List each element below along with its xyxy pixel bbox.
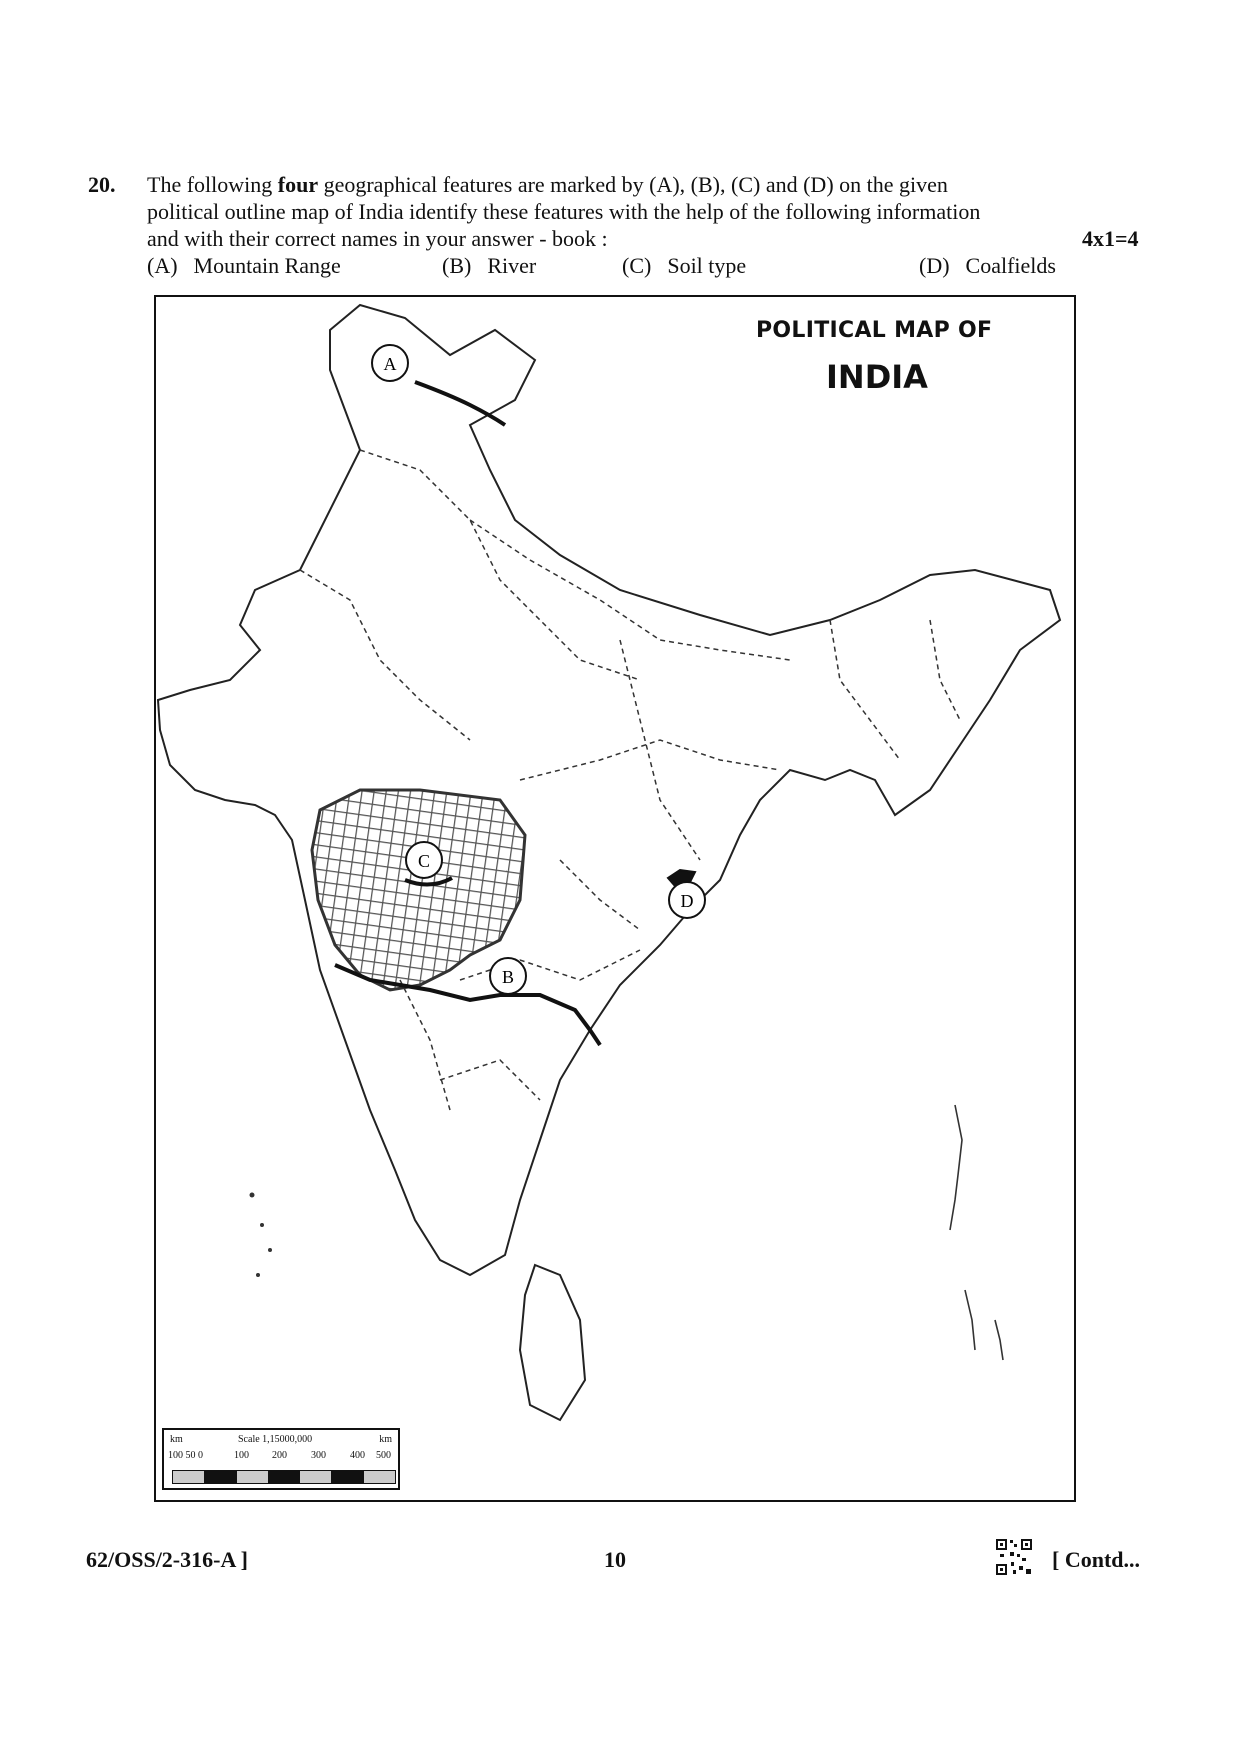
option-d: (D) Coalfields [919,253,1056,278]
svg-text:C: C [417,851,431,871]
option-a: (A) Mountain Range [147,253,341,278]
continued-label: [ Contd... [1052,1547,1141,1572]
scale-unit-right: km [379,1434,392,1445]
qr-code-icon [995,1538,1033,1576]
state-boundaries [300,450,960,1110]
question-line-2: political outline map of India identify these features with the help of the following information [147,199,981,224]
map-title-line-1: POLITICAL MAP OF [756,318,993,343]
svg-text:B: B [501,967,515,987]
question-number: 20. [88,172,116,197]
marker-c [406,842,442,878]
scale-unit-left: km [170,1434,183,1445]
svg-text:A: A [383,354,397,374]
marks-allocation: 4x1=4 [1082,226,1139,251]
scale-text: Scale 1,15000,000 [238,1434,313,1445]
soil-region-hatch [312,790,525,990]
question-line-3: and with their correct names in your answer - book : [147,226,608,251]
question-line-1: The following four geographical features are marked by (A), (B), (C) and (D) on the given [147,172,948,197]
scale-bar [172,1470,396,1484]
india-boundary [158,305,1060,1275]
andaman-islands [950,1105,1003,1360]
emphasis-four: four [277,172,319,197]
paper-code: 62/OSS/2-316-A ] [86,1547,248,1572]
lakshadweep-islands [250,1193,273,1278]
map-scale-box [162,1428,400,1490]
map-title-line-2: INDIA [826,358,928,396]
marker-b [490,958,526,994]
sri-lanka-outline [520,1265,585,1420]
scale-tick-labels: 100 50 0 100 200 300 400 500 [168,1450,391,1461]
option-b: (B) River [442,253,537,278]
marker-a [372,345,408,381]
mountain-range-line [415,382,505,425]
svg-text:D: D [680,891,694,911]
marker-d [669,882,705,918]
option-c: (C) Soil type [622,253,747,278]
page-number: 10 [604,1547,626,1572]
